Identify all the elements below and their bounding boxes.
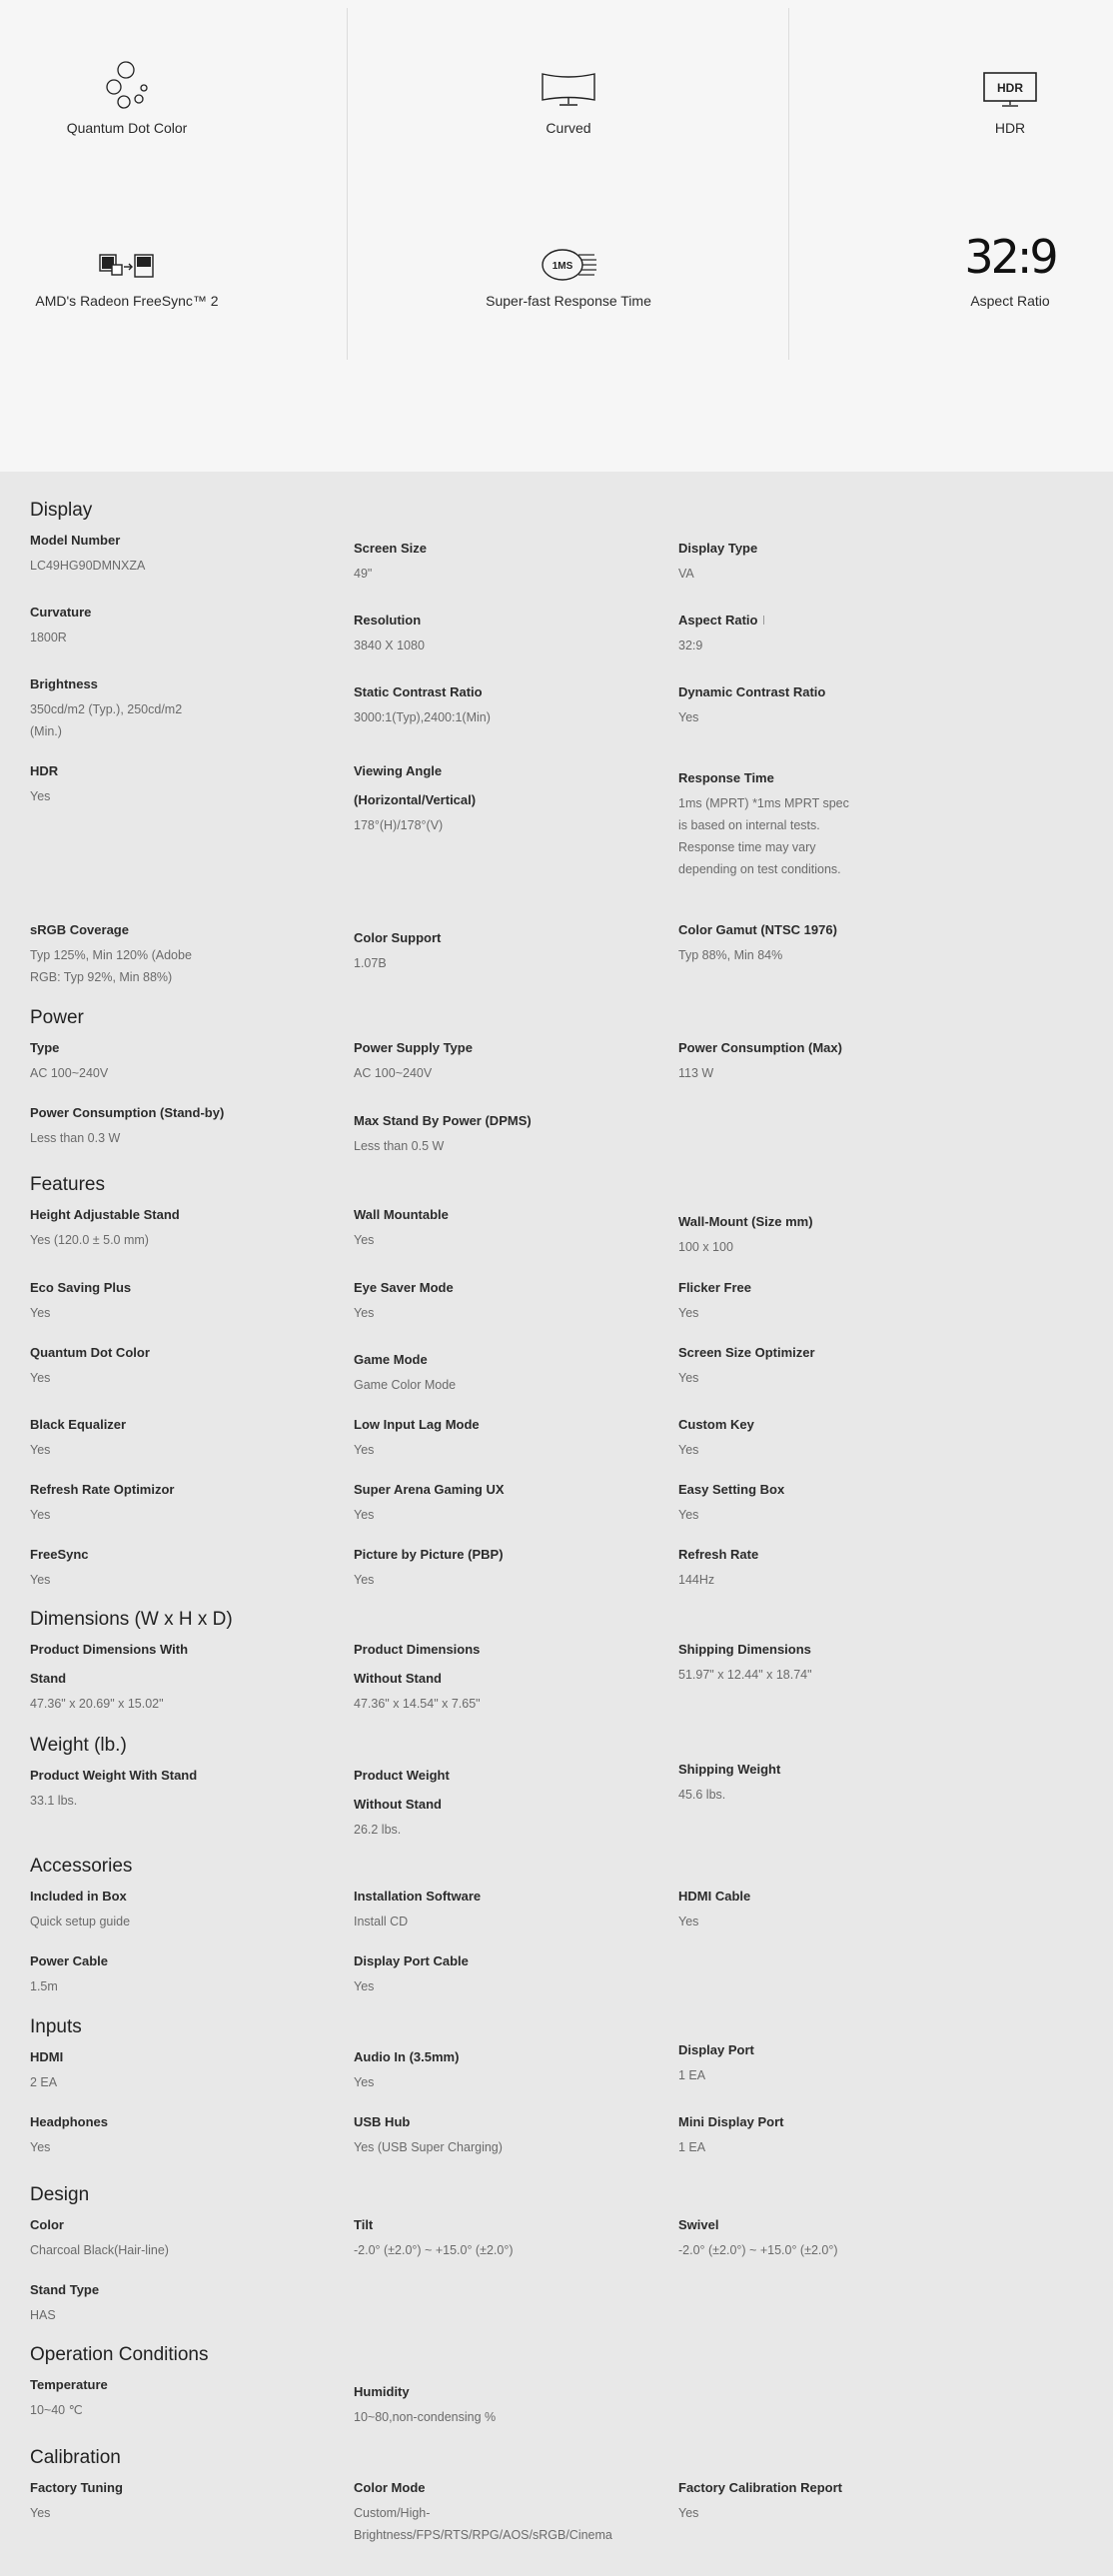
spec-item [30, 1882, 310, 1932]
spec-item [354, 677, 633, 728]
spec-item [678, 1475, 958, 1526]
spec-item [354, 2107, 633, 2158]
spec-key: Included in Box [30, 1889, 127, 1904]
spec-item [354, 1345, 633, 1396]
spec-item [354, 1200, 633, 1251]
spec-value: 100 x 100 [678, 1240, 733, 1254]
spec-key: Factory Calibration Report [678, 2480, 842, 2495]
spec-value: Yes [678, 1443, 699, 1457]
spec-key: Black Equalizer [30, 1417, 127, 1432]
spec-item [30, 1635, 200, 1715]
section-title-inputs: Inputs [30, 2016, 82, 2037]
spec-item [30, 1338, 310, 1389]
spec-value: Yes [354, 1573, 375, 1587]
spec-item [30, 1761, 310, 1812]
spec-value: Charcoal Black(Hair-line) [30, 2243, 169, 2257]
spec-key: Refresh Rate [678, 1547, 759, 1562]
spec-item [354, 1882, 633, 1932]
spec-item [30, 1410, 310, 1461]
spec-value: Yes [30, 1306, 51, 1320]
spec-value: AC 100~240V [30, 1066, 109, 1080]
spec-item [354, 1475, 633, 1526]
spec-item [678, 1033, 958, 1084]
spec-item [678, 1410, 958, 1461]
spec-value: Yes [354, 1979, 375, 1993]
spec-key: FreeSync [30, 1547, 89, 1562]
spec-value: Yes [678, 1371, 699, 1385]
spec-item [678, 606, 958, 656]
spec-value: Typ 88%, Min 84% [678, 948, 783, 962]
spec-key: Product Weight With Stand [30, 1768, 198, 1783]
spec-value: 49" [354, 567, 373, 581]
section-title-accessories: Accessories [30, 1856, 133, 1877]
spec-item [354, 756, 504, 836]
spec-value: 1 EA [678, 2140, 706, 2154]
spec-value: Custom/High-Brightness/FPS/RTS/RPG/AOS/sRGB/Cinema [354, 2506, 612, 2542]
spec-value: Yes [30, 1371, 51, 1385]
feature-label: Super-fast Response Time [486, 293, 651, 309]
spec-key: Model Number [30, 533, 121, 548]
spec-key: Viewing Angle (Horizontal/Vertical) [354, 763, 477, 807]
spec-value: Yes [30, 2140, 51, 2154]
spec-value: 113 W [678, 1066, 714, 1080]
feature-aspect-ratio [860, 213, 1113, 309]
spec-item [678, 915, 958, 966]
section-title-operation: Operation Conditions [30, 2344, 209, 2365]
spec-item [30, 2107, 310, 2158]
spec-item [354, 1946, 633, 1997]
feature-highlights [0, 0, 1113, 472]
aspect-ratio-icon: 32:9 [964, 230, 1056, 284]
spec-item [354, 534, 633, 585]
spec-key: Display Port Cable [354, 1953, 469, 1968]
spec-key: Aspect Ratio [678, 613, 758, 628]
hdr-icon [982, 70, 1038, 110]
spec-item [678, 1635, 958, 1686]
spec-value: 3840 X 1080 [354, 639, 425, 652]
spec-item [30, 669, 200, 742]
spec-key: Shipping Weight [678, 1762, 781, 1777]
feature-label: HDR [994, 120, 1026, 136]
spec-key: Stand Type [30, 2282, 100, 2297]
spec-item [30, 2042, 310, 2093]
curved-monitor-icon [541, 70, 596, 110]
spec-value: Typ 125%, Min 120% (Adobe RGB: Typ 92%, Min 88%) [30, 948, 192, 984]
spec-value: Yes (120.0 ± 5.0 mm) [30, 1233, 149, 1247]
feature-label: Quantum Dot Color [66, 120, 188, 136]
spec-value: VA [678, 567, 694, 581]
spec-item [678, 2107, 958, 2158]
spec-item [678, 677, 958, 728]
spec-value: Yes [30, 1443, 51, 1457]
spec-value: -2.0° (±2.0°) ~ +15.0° (±2.0°) [678, 2243, 838, 2257]
quantum-dot-icon [102, 60, 152, 110]
spec-item [678, 2473, 958, 2524]
spec-item [678, 1882, 958, 1932]
spec-item [354, 2377, 633, 2428]
spec-key: Max Stand By Power (DPMS) [354, 1113, 532, 1128]
response-time-icon-text: 1MS [552, 261, 573, 272]
spec-key: Audio In (3.5mm) [354, 2049, 460, 2064]
spec-value: 1.5m [30, 1979, 58, 1993]
spec-item [30, 1273, 310, 1324]
spec-item [354, 923, 633, 974]
spec-item [30, 756, 310, 807]
spec-item [30, 526, 310, 577]
spec-value: Less than 0.3 W [30, 1131, 121, 1145]
section-title-weight: Weight (lb.) [30, 1735, 127, 1756]
spec-value: HAS [30, 2308, 56, 2322]
spec-value: Yes [354, 1508, 375, 1522]
spec-value: Yes [354, 1306, 375, 1320]
spec-key: Flicker Free [678, 1280, 751, 1295]
spec-value: Install CD [354, 1915, 409, 1929]
spec-key: Color Gamut (NTSC 1976) [678, 922, 837, 937]
spec-key: Eye Saver Mode [354, 1280, 454, 1295]
spec-key: Power Cable [30, 1953, 109, 1968]
spec-item [354, 2473, 613, 2546]
spec-item [678, 1207, 958, 1258]
spec-key: Power Consumption (Max) [678, 1040, 842, 1055]
spec-value: 10~80,non-condensing % [354, 2410, 497, 2424]
spec-value: Yes [678, 1306, 699, 1320]
spec-item [30, 1946, 310, 1997]
spec-key: Game Mode [354, 1352, 428, 1367]
feature-curved [419, 40, 718, 136]
spec-value: Yes [678, 1915, 699, 1929]
spec-item [30, 915, 210, 988]
spec-value: 1800R [30, 631, 67, 644]
spec-item [30, 1098, 310, 1149]
spec-item [354, 1106, 633, 1157]
spec-key: Height Adjustable Stand [30, 1207, 180, 1222]
spec-item [354, 1540, 633, 1591]
spec-key: Temperature [30, 2377, 108, 2392]
spec-value: 1.07B [354, 956, 387, 970]
spec-key: Resolution [354, 613, 422, 628]
section-title-display: Display [30, 500, 93, 521]
spec-key: Headphones [30, 2114, 109, 2129]
spec-item [354, 1273, 633, 1324]
spec-value: Yes [30, 1508, 51, 1522]
spec-value: 45.6 lbs. [678, 1788, 726, 1802]
spec-value: Game Color Mode [354, 1378, 457, 1392]
spec-item [678, 763, 858, 880]
spec-key: Mini Display Port [678, 2114, 784, 2129]
spec-key: HDMI [30, 2049, 64, 2064]
spec-item [678, 2210, 958, 2261]
spec-value: Yes [354, 1233, 375, 1247]
spec-item [30, 2473, 310, 2524]
spec-key: Shipping Dimensions [678, 1642, 811, 1657]
spec-value: Yes (USB Super Charging) [354, 2140, 503, 2154]
spec-key: Easy Setting Box [678, 1482, 785, 1497]
spec-key: Low Input Lag Mode [354, 1417, 480, 1432]
spec-item [354, 606, 633, 656]
spec-key: Response Time [678, 770, 774, 785]
spec-value: Yes [30, 789, 51, 803]
spec-value: Quick setup guide [30, 1915, 131, 1929]
spec-item [678, 1755, 958, 1806]
spec-key: Product Dimensions With Stand [30, 1642, 189, 1686]
spec-item [30, 2210, 310, 2261]
spec-key: Screen Size [354, 541, 427, 556]
spec-key: Wall-Mount (Size mm) [678, 1214, 813, 1229]
spec-key: Power Supply Type [354, 1040, 473, 1055]
spec-value: Yes [678, 2506, 699, 2520]
spec-key: Super Arena Gaming UX [354, 1482, 505, 1497]
spec-value: -2.0° (±2.0°) ~ +15.0° (±2.0°) [354, 2243, 514, 2257]
spec-item [30, 1033, 310, 1084]
spec-value: 2 EA [30, 2075, 58, 2089]
spec-key: Color Mode [354, 2480, 426, 2495]
spec-item [678, 1338, 958, 1389]
response-time-icon [539, 247, 598, 283]
freesync-icon [98, 251, 156, 283]
section-title-design: Design [30, 2184, 90, 2205]
spec-key: Dynamic Contrast Ratio [678, 684, 826, 699]
spec-value: Yes [678, 710, 699, 724]
spec-key: Quantum Dot Color [30, 1345, 150, 1360]
spec-value: 1 EA [678, 2068, 706, 2082]
spec-value: 1ms (MPRT) *1ms MPRT spec is based on internal tests. Response time may vary depending on test conditions. [678, 796, 849, 876]
spec-key: Display Type [678, 541, 758, 556]
spec-key: Eco Saving Plus [30, 1280, 132, 1295]
spec-key: Color Support [354, 930, 442, 945]
spec-key: Product Weight Without Stand [354, 1768, 450, 1812]
feature-label: Aspect Ratio [970, 293, 1050, 309]
spec-item [30, 1475, 310, 1526]
spec-key: Factory Tuning [30, 2480, 123, 2495]
spec-item [678, 1540, 958, 1591]
spec-value: Yes [354, 2075, 375, 2089]
spec-item [354, 1761, 474, 1841]
spec-value: 3000:1(Typ),2400:1(Min) [354, 710, 491, 724]
feature-hdr [860, 40, 1113, 136]
spec-key: Display Port [678, 2042, 754, 2057]
spec-key: HDMI Cable [678, 1889, 751, 1904]
spec-value: AC 100~240V [354, 1066, 433, 1080]
feature-divider [788, 8, 789, 360]
section-title-dimensions: Dimensions (W x H x D) [30, 1609, 233, 1630]
spec-value: 51.97" x 12.44" x 18.74" [678, 1668, 812, 1682]
info-tooltip-icon[interactable] [763, 616, 764, 625]
spec-value: 33.1 lbs. [30, 1794, 78, 1808]
spec-value: Less than 0.5 W [354, 1139, 445, 1153]
section-title-calibration: Calibration [30, 2447, 121, 2468]
spec-key: USB Hub [354, 2114, 411, 2129]
feature-freesync [0, 213, 277, 309]
spec-item [354, 1635, 504, 1715]
spec-value: LC49HG90DMNXZA [30, 559, 146, 573]
feature-label: Curved [546, 120, 591, 136]
spec-value: Yes [354, 1443, 375, 1457]
spec-item [30, 1540, 310, 1591]
spec-key: Picture by Picture (PBP) [354, 1547, 504, 1562]
spec-value: 178°(H)/178°(V) [354, 818, 444, 832]
spec-key: Product Dimensions Without Stand [354, 1642, 481, 1686]
spec-value: Yes [30, 1573, 51, 1587]
spec-key: Custom Key [678, 1417, 754, 1432]
spec-key: Brightness [30, 676, 98, 691]
section-title-power: Power [30, 1007, 84, 1028]
spec-item [354, 2210, 633, 2261]
spec-key: Installation Software [354, 1889, 482, 1904]
spec-key: Type [30, 1040, 60, 1055]
spec-key: Curvature [30, 605, 92, 620]
spec-value: 144Hz [678, 1573, 715, 1587]
spec-key: HDR [30, 763, 59, 778]
feature-divider [347, 8, 348, 360]
spec-key: Swivel [678, 2217, 719, 2232]
spec-item [30, 1200, 310, 1251]
spec-key: Screen Size Optimizer [678, 1345, 815, 1360]
feature-response-time [419, 213, 718, 309]
spec-value: 47.36" x 20.69" x 15.02" [30, 1697, 164, 1711]
spec-value: 350cd/m2 (Typ.), 250cd/m2 (Min.) [30, 702, 183, 738]
spec-key: Refresh Rate Optimizor [30, 1482, 175, 1497]
spec-value: 10~40 ℃ [30, 2403, 83, 2417]
spec-item [354, 1033, 633, 1084]
spec-value: 32:9 [678, 639, 703, 652]
hdr-icon-text: HDR [997, 81, 1023, 95]
spec-key: Tilt [354, 2217, 374, 2232]
spec-item [678, 2035, 958, 2086]
feature-quantum-dot [0, 40, 277, 136]
spec-key: Wall Mountable [354, 1207, 449, 1222]
spec-key: Static Contrast Ratio [354, 684, 483, 699]
spec-value: 47.36" x 14.54" x 7.65" [354, 1697, 481, 1711]
spec-item [30, 598, 310, 648]
spec-item [678, 534, 958, 585]
spec-value: Yes [678, 1508, 699, 1522]
spec-item [354, 2042, 633, 2093]
spec-item [30, 2370, 310, 2421]
spec-value: Yes [30, 2506, 51, 2520]
spec-key: Color [30, 2217, 64, 2232]
spec-item [30, 2275, 310, 2326]
spec-key: sRGB Coverage [30, 922, 129, 937]
spec-key: Humidity [354, 2384, 410, 2399]
spec-item [678, 1273, 958, 1324]
section-title-features: Features [30, 1174, 105, 1195]
feature-label: AMD's Radeon FreeSync™ 2 [35, 293, 219, 309]
spec-key: Power Consumption (Stand-by) [30, 1105, 225, 1120]
spec-value: 26.2 lbs. [354, 1823, 402, 1837]
spec-item [354, 1410, 633, 1461]
